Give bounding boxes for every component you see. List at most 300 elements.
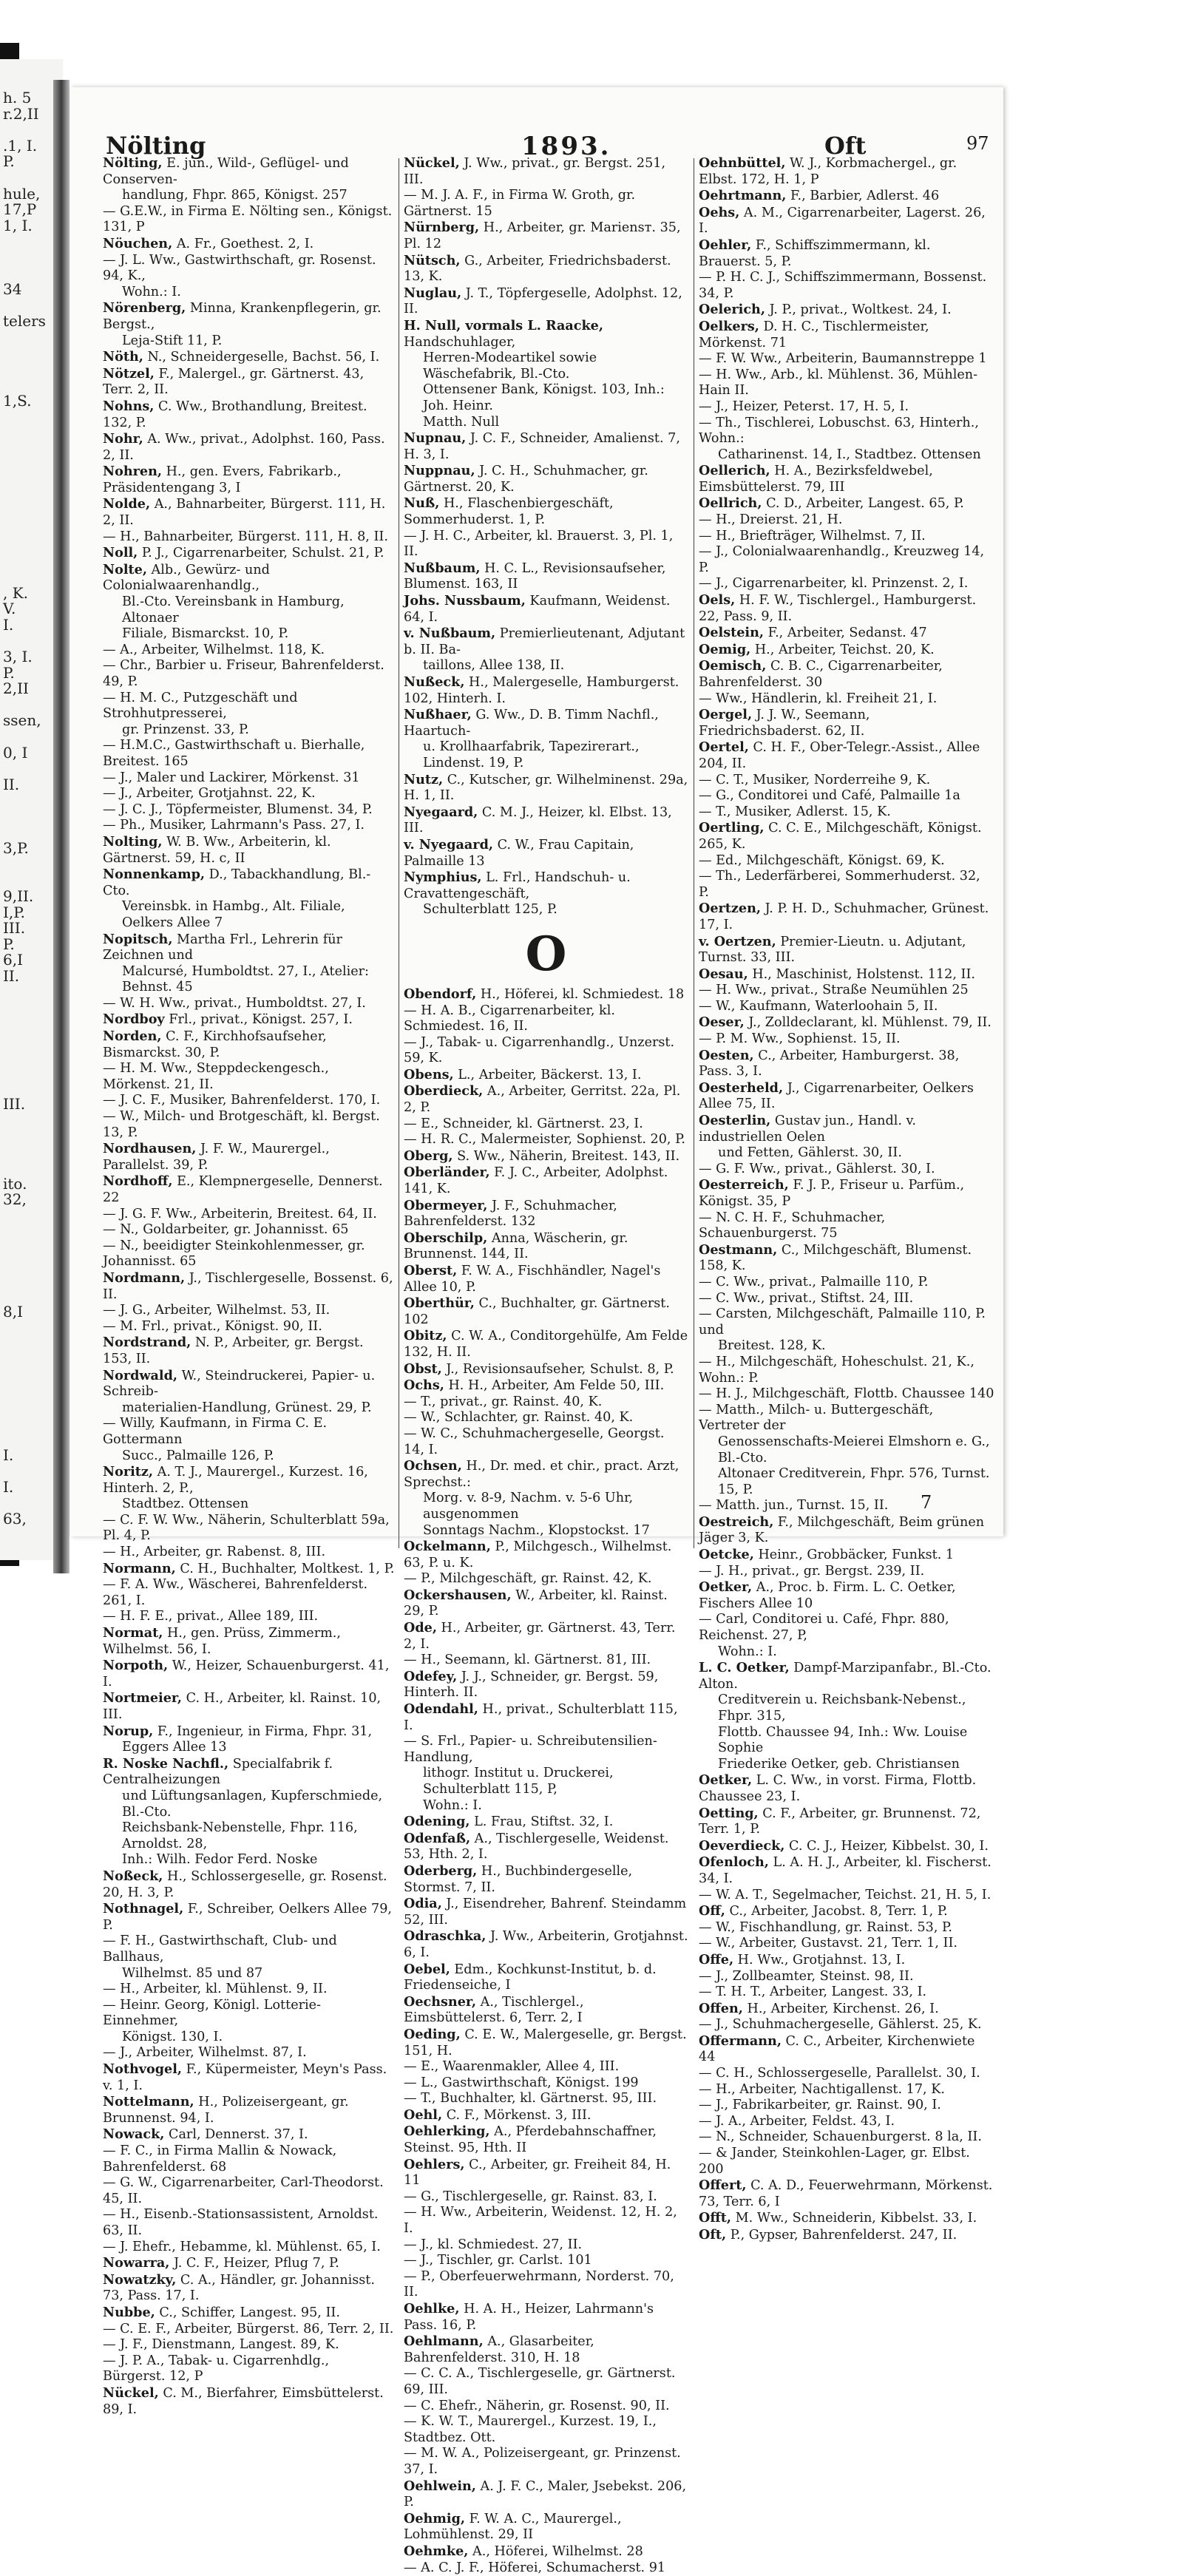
entry-details: — H., Dreierst. 21, H. <box>699 512 842 527</box>
entry-details: — H., Eisenb.-Stationsassistent, Arnoldst. 63, II. <box>103 2207 379 2238</box>
column-1 <box>103 155 395 1560</box>
facing-page-text: r.2,II <box>3 105 39 123</box>
entry-details: — Th., Lederfärberei, Sommerhuderst. 32, P. <box>699 869 980 900</box>
entry-surname: Oehler, <box>699 237 751 253</box>
entry-surname: Noritz, <box>103 1464 153 1479</box>
entry-surname: Nütsch, <box>404 253 461 268</box>
directory-entry <box>699 1014 994 1031</box>
entry-surname: Oehlmann, <box>404 2333 484 2349</box>
entry-surname: Nordstrand, <box>103 1335 191 1350</box>
entry-surname: Oehl, <box>404 2107 442 2123</box>
directory-entry <box>699 1903 994 1920</box>
entry-continuation: Malcursé, Humboldtst. 27, I., Atelier: Behnst. 45 <box>103 964 395 996</box>
entry-details: N., Schneidergeselle, Bachst. 56, I. <box>143 350 379 365</box>
directory-entry <box>404 495 688 528</box>
directory-entry <box>404 1035 688 1067</box>
entry-details: F. W. A., Fischhändler, Nagel's Allee 10, P. <box>404 1264 660 1295</box>
directory-entry <box>404 1132 688 1148</box>
entry-details: — P., Milchgeschäft, gr. Rainst. 42, K. <box>404 1571 651 1586</box>
entry-details: — C. C. A., Tischlergeselle, gr. Gärtnerst. 69, III. <box>404 2366 676 2397</box>
entry-details: L. C. Ww., in vorst. Firma, Flottb. Chaussee 23, I. <box>699 1773 976 1804</box>
directory-entry <box>699 1888 994 1904</box>
directory-entry <box>103 2240 395 2256</box>
entry-details: F., Arbeiter, Sedanst. 47 <box>764 626 927 640</box>
directory-entry <box>103 431 395 464</box>
directory-entry <box>699 1838 994 1855</box>
facing-page-text: .1, I. <box>3 137 37 155</box>
entry-details: Gustav jun., Handl. v. industriellen Oelen <box>699 1114 916 1145</box>
entry-surname: Oberländer, <box>404 1165 490 1180</box>
entry-details: J., Revisionsaufseher, Schulst. 8, P. <box>442 1362 674 1377</box>
entry-surname: Oertling, <box>699 820 765 835</box>
entry-surname: Oesterheld, <box>699 1080 783 1096</box>
directory-entry <box>699 853 994 870</box>
directory-entry <box>103 464 395 496</box>
directory-entry <box>404 2123 688 2156</box>
directory-entry <box>404 2414 688 2446</box>
entry-surname: Oebel, <box>404 1962 450 1977</box>
entry-details: J., Eisendreher, Bahrenf. Steindamm 52, III. <box>404 1897 686 1928</box>
directory-entry <box>103 1222 395 1238</box>
directory-entry <box>699 773 994 789</box>
directory-entry <box>699 1080 994 1113</box>
entry-details: — M. Frl., privat., Königst. 90, II. <box>103 1319 322 1334</box>
entry-details: — Carl, Conditorei u. Café, Fhpr. 880, Reichenst. 27, P, <box>699 1612 949 1643</box>
entry-surname: Obens, <box>404 1067 454 1082</box>
directory-entry <box>404 2091 688 2107</box>
directory-entry <box>404 804 688 837</box>
entry-details: L. Frl., Handschuh- u. Cravattengeschäft, <box>404 870 631 901</box>
entry-details: J. C. F., Schneider, Amalienst. 7, H. 3, I. <box>404 431 680 462</box>
entry-continuation: Catharinenst. 14, I., Stadtbez. Ottensen <box>699 447 994 464</box>
directory-entry <box>699 1113 994 1162</box>
directory-entry <box>404 2301 688 2333</box>
entry-details: — J. G. F. Ww., Arbeiterin, Breitest. 64, II. <box>103 1207 377 1221</box>
entry-continuation: Flottb. Chaussee 94, Inh.: Ww. Louise Sophie <box>699 1725 994 1757</box>
entry-details: — H. J., Milchgeschäft, Flottb. Chaussee 140 <box>699 1386 994 1401</box>
directory-entry <box>699 399 994 416</box>
directory-entry <box>404 463 688 495</box>
entry-surname: Offen, <box>699 2001 743 2016</box>
entry-continuation: handlung, Fhpr. 865, Königst. 257 <box>103 188 395 204</box>
entry-surname: Noßeck, <box>103 1868 163 1884</box>
entry-surname: Norpoth, <box>103 1658 168 1673</box>
entry-details: N. P., Arbeiter, gr. Bergst. 153, II. <box>103 1335 364 1366</box>
entry-details: — J. A., Arbeiter, Feldst. 43, I. <box>699 2114 895 2129</box>
directory-entry <box>404 2107 688 2124</box>
entry-surname: Oft, <box>699 2227 726 2243</box>
entry-details: A. T. J., Maurergel., Kurzest. 16, Hinterh. 2, P., <box>103 1465 368 1496</box>
entry-surname: Oderberg, <box>404 1863 477 1879</box>
entry-surname: Nolte, <box>103 562 147 577</box>
entry-details: A. M., Cigarrenarbeiter, Lagerst. 26, I. <box>699 206 986 237</box>
directory-entry <box>103 1238 395 1270</box>
entry-details: C. H., Buchhalter, Moltkest. 1, P. <box>176 1562 395 1576</box>
entry-details: C. W. A., Conditorgehülfe, Am Felde 132, H. II. <box>404 1329 688 1360</box>
entry-surname: Nohren, <box>103 464 162 479</box>
entry-surname: Ochsen, <box>404 1458 462 1474</box>
entry-surname: Oechsner, <box>404 1994 476 2010</box>
facing-page-text: 0, I <box>3 744 27 762</box>
directory-entry <box>699 351 994 367</box>
directory-entry <box>103 1270 395 1303</box>
entry-details: J. J. W., Seemann, Friedrichsbaderst. 62, II. <box>699 708 870 739</box>
entry-details: — N., beeidigter Steinkohlenmesser, gr. Johannisst. 65 <box>103 1238 365 1270</box>
facing-page-text: III. <box>3 919 25 937</box>
entry-details: H., Dr. med. et chir., pract. Arzt, Sprechst.: <box>404 1459 679 1490</box>
column-2 <box>404 155 688 1560</box>
entry-surname: Oelstein, <box>699 625 764 640</box>
entry-details: C. F., Arbeiter, gr. Brunnenst. 72, Terr. 1, P. <box>699 1806 980 1837</box>
entry-details: — J. F., Dienstmann, Langest. 89, K. <box>103 2337 339 2352</box>
directory-entry <box>404 870 688 918</box>
entry-details: D. H. C., Tischlermeister, Mörkenst. 71 <box>699 319 929 350</box>
entry-details: Heinr., Grobbäcker, Funkst. 1 <box>754 1548 954 1562</box>
directory-entry <box>699 2146 994 2177</box>
entry-surname: Norden, <box>103 1028 162 1044</box>
directory-entry <box>699 2066 994 2082</box>
entry-details: A., Glasarbeiter, Bahrenfelderst. 310, H. 18 <box>404 2334 594 2365</box>
entry-surname: Nolde, <box>103 496 150 512</box>
entry-surname: Offert, <box>699 2177 746 2193</box>
entry-details: Anna, Wäscherin, gr. Brunnenst. 144, II. <box>404 1231 628 1262</box>
entry-details: — J., Zollbeamter, Steinst. 98, II. <box>699 1969 914 1984</box>
entry-surname: Oertzen, <box>699 901 761 916</box>
directory-entry <box>404 1328 688 1360</box>
directory-entry <box>699 2001 994 2018</box>
entry-details: — C. F. W. Ww., Näherin, Schulterblatt 59a, Pl. 4, P. <box>103 1513 390 1544</box>
directory-entry <box>404 1587 688 1620</box>
entry-details: L. Frau, Stiftst. 32, I. <box>470 1814 614 1829</box>
entry-details: — E., Waarenmakler, Allee 4, III. <box>404 2059 619 2074</box>
entry-surname: Nohr, <box>103 431 143 447</box>
entry-details: — J. C. J., Töpfermeister, Blumenst. 34, P. <box>103 802 373 817</box>
directory-entry <box>103 1173 395 1206</box>
directory-entry <box>404 2189 688 2206</box>
entry-details: — H. M. C., Putzgeschäft und Strohhutpresserei, <box>103 691 298 722</box>
entry-details: — H. R. C., Malermeister, Sophienst. 20, P. <box>404 1132 685 1147</box>
directory-entry <box>103 236 395 253</box>
directory-entry <box>404 2237 688 2254</box>
facing-page-text: 2,II <box>3 679 29 697</box>
entry-details: H. C. L., Revisionsaufseher, Blumenst. 163, II <box>404 561 666 592</box>
entry-details: — G. F. Ww., privat., Gählerst. 30, I. <box>699 1162 935 1176</box>
directory-entry <box>404 2560 688 2576</box>
entry-details: — H. Ww., Arb., kl. Mühlenst. 36, Mühlen-Hain II. <box>699 367 977 399</box>
facing-page-text: 3, I. <box>3 648 33 665</box>
directory-entry <box>404 626 688 674</box>
entry-details: C. F., Kirchhofsaufseher, Bismarckst. 30, P. <box>103 1029 327 1060</box>
entry-details: A. J. F. C., Maler, Jsebekst. 206, P. <box>404 2479 686 2510</box>
entry-continuation: Wohn.: I. <box>699 1644 994 1661</box>
entry-details: A. Ww., privat., Adolphst. 160, Pass. 2, II. <box>103 432 385 463</box>
entry-details: H., Höferei, kl. Schmiedest. 18 <box>476 987 684 1002</box>
directory-entry <box>404 2511 688 2543</box>
entry-surname: Obst, <box>404 1361 442 1377</box>
entry-surname: Odening, <box>404 1814 470 1829</box>
entry-details: C. M., Bierfahrer, Eimsbüttelerst. 89, I. <box>103 2386 384 2417</box>
directory-entry <box>699 237 994 270</box>
directory-entry <box>103 932 395 996</box>
entry-surname: Oetker, <box>699 1772 752 1788</box>
entry-surname: Noll, <box>103 545 138 560</box>
entry-details: L. A. H. J., Arbeiter, kl. Fischerst. 34, I. <box>699 1855 992 1886</box>
entry-details: H., Flaschenbiergeschäft, Sommerhuderst. 1, P. <box>404 496 614 527</box>
facing-page-text: II. <box>3 776 19 793</box>
entry-surname: Oetcke, <box>699 1547 754 1562</box>
entry-surname: Oesterreich, <box>699 1177 789 1193</box>
directory-entry <box>404 560 688 593</box>
entry-surname: Oehnbüttel, <box>699 155 785 171</box>
directory-entry <box>103 1577 395 1609</box>
entry-continuation: Inh.: Wilh. Fedor Ferd. Noske <box>103 1852 395 1868</box>
directory-entry <box>699 188 994 205</box>
entry-continuation: Schulterblatt 125, P. <box>404 902 688 918</box>
directory-entry <box>699 869 994 901</box>
directory-entry <box>699 495 994 512</box>
directory-entry <box>699 592 994 625</box>
entry-continuation: Stadtbez. Ottensen <box>103 1497 395 1513</box>
entry-surname: Oestreich, <box>699 1514 773 1530</box>
entry-details: — H.M.C., Gastwirthschaft u. Bierhalle, Breitest. 165 <box>103 738 365 769</box>
directory-entry <box>699 1355 994 1386</box>
entry-details: — J., Heizer, Peterst. 17, H. 5, I. <box>699 399 909 414</box>
directory-entry <box>103 786 395 802</box>
facing-page-text: telers <box>3 312 46 330</box>
directory-entry <box>103 155 395 204</box>
directory-entry <box>699 1514 994 1547</box>
entry-details: C. W., Frau Capitain, Palmaille 13 <box>404 838 634 869</box>
facing-page-text: 34 <box>3 280 21 298</box>
entry-details: — E., Schneider, kl. Gärtnerst. 23, I. <box>404 1116 643 1131</box>
directory-entry <box>103 496 395 529</box>
entry-continuation: Altonaer Creditverein, Fhpr. 576, Turnst. 15, P. <box>699 1466 994 1498</box>
entry-details: A. Fr., Goethest. 2, I. <box>172 237 313 251</box>
entry-details: H., gen. Prüss, Zimmerm., Wilhelmst. 56, I. <box>103 1626 341 1657</box>
entry-details: Frl., privat., Königst. 257, I. <box>165 1012 353 1027</box>
directory-entry <box>103 1368 395 1417</box>
entry-details: — G., Tischlergeselle, gr. Rainst. 83, I. <box>404 2189 657 2204</box>
entry-details: — J. L. Ww., Gastwirthschaft, gr. Rosenst. 94, K., <box>103 253 376 284</box>
directory-entry <box>404 2205 688 2237</box>
entry-surname: Nörenberg, <box>103 300 186 316</box>
directory-entry <box>103 1868 395 1901</box>
directory-entry <box>404 188 688 220</box>
facing-page-text: V. <box>3 600 16 617</box>
directory-entry <box>699 576 994 592</box>
entry-details: — T., privat., gr. Rainst. 40, K. <box>404 1394 602 1409</box>
entry-details: F., Schreiber, Oelkers Allee 79, P. <box>103 1902 392 1933</box>
entry-details: — Carsten, Milchgeschäft, Palmaille 110, P. und <box>699 1306 986 1338</box>
entry-surname: Nymphius, <box>404 870 482 885</box>
entry-details: — C. E. F., Arbeiter, Bürgerst. 86, Terr. 2, II. <box>103 2322 393 2336</box>
entry-surname: Oergel, <box>699 707 752 722</box>
entry-details: C., Kutscher, gr. Wilhelminenst. 29a, H. 1, II. <box>404 773 688 804</box>
entry-surname: Obitz, <box>404 1328 447 1343</box>
entry-surname: Off, <box>699 1903 725 1919</box>
facing-page-text: 6,I <box>3 951 23 969</box>
entry-continuation: gr. Prinzenst. 33, P. <box>103 722 395 739</box>
directory-entry <box>404 2366 688 2398</box>
directory-entry <box>404 318 688 430</box>
entry-details: C., Milchgeschäft, Blumenst. 158, K. <box>699 1243 972 1274</box>
directory-entry <box>103 399 395 431</box>
entry-continuation: u. Krollhaarfabrik, Tapezirerart., Lindenst. 19, P. <box>404 739 688 771</box>
entry-details: P., Milchgesch., Wilhelmst. 63, P. u. K. <box>404 1539 671 1570</box>
directory-entry <box>404 707 688 771</box>
directory-entry <box>699 1242 994 1275</box>
directory-entry <box>404 1361 688 1378</box>
directory-entry <box>103 2094 395 2126</box>
directory-entry <box>404 1458 688 1539</box>
directory-entry <box>699 1806 994 1838</box>
directory-entry <box>699 270 994 302</box>
entry-surname: Nückel, <box>404 155 460 171</box>
page-number: 97 <box>966 133 989 154</box>
facing-page-text: III. <box>3 1095 25 1113</box>
entry-details: — J., Fabrikarbeiter, gr. Rainst. 90, I. <box>699 2098 941 2112</box>
entry-details: — J., Arbeiter, Grotjahnst. 22, K. <box>103 786 316 801</box>
entry-surname: Nußeck, <box>404 674 464 690</box>
directory-entry <box>699 2114 994 2130</box>
directory-entry <box>699 2033 994 2066</box>
entry-details: C. C. J., Heizer, Kibbelst. 30, I. <box>784 1839 989 1854</box>
entry-details: — G.E.W., in Firma E. Nölting sen., Königst. 131, P <box>103 204 392 235</box>
entry-continuation: Eggers Allee 13 <box>103 1740 395 1756</box>
entry-details: — H., Arbeiter, kl. Mühlenst. 9, II. <box>103 1982 328 1996</box>
directory-entry <box>103 529 395 546</box>
entry-continuation: Matth. Null <box>404 415 688 431</box>
entry-continuation: Herren-Modeartikel sowie Wäschefabrik, Bl.-Cto. <box>404 350 688 382</box>
directory-entry <box>103 1303 395 1319</box>
directory-entry <box>699 1306 994 1355</box>
entry-surname: Nortmeier, <box>103 1690 182 1706</box>
directory-entry <box>103 2175 395 2207</box>
directory-entry <box>404 2399 688 2415</box>
entry-details: C. C. E., Milchgeschäft, Königst. 265, K. <box>699 821 982 852</box>
column-3 <box>699 155 994 1560</box>
entry-details: J. Ww., Arbeiterin, Grotjahnst. 6, I. <box>404 1929 688 1960</box>
facing-page-text: P. <box>3 152 15 170</box>
entry-details: — Willy, Kaufmann, in Firma C. E. Gottermann <box>103 1416 327 1447</box>
directory-entry <box>404 1863 688 1896</box>
directory-entry <box>404 1814 688 1831</box>
entry-continuation: Breitest. 128, K. <box>699 1338 994 1355</box>
entry-details: — C. Ww., privat., Palmaille 110, P. <box>699 1275 928 1289</box>
entry-details: G., Arbeiter, Friedrichsbaderst. 13, K. <box>404 254 671 285</box>
entry-details: — N., Schneider, Schauenburgerst. 8 la, II. <box>699 2129 982 2144</box>
directory-entry <box>699 463 994 495</box>
entry-details: F., Barbier, Adlerst. 46 <box>786 189 939 203</box>
entry-details: M. Ww., Schneiderin, Kibbelst. 33, I. <box>731 2211 977 2226</box>
entry-details: F., Milchgeschäft, Beim grünen Jäger 3, K. <box>699 1515 984 1546</box>
directory-entry <box>699 2177 994 2210</box>
entry-details: Specialfabrik f. Centralheizungen <box>103 1757 333 1788</box>
entry-details: J. J., Schneider, gr. Bergst. 59, Hinterh. II. <box>404 1670 658 1701</box>
entry-details: — H., Arbeiter, Nachtigallenst. 17, K. <box>699 2082 945 2097</box>
entry-surname: Ode, <box>404 1620 437 1636</box>
entry-details: F., Schiffszimmermann, kl. Brauerst. 5, P. <box>699 238 931 269</box>
signature-mark: 7 <box>921 1492 932 1513</box>
directory-entry <box>404 220 688 252</box>
entry-details: W. B. Ww., Arbeiterin, kl. Gärtnerst. 59, H. c, II <box>103 835 331 866</box>
entry-surname: Nöth, <box>103 349 143 365</box>
directory-entry <box>699 1984 994 2001</box>
entry-surname: Oberg, <box>404 1148 453 1164</box>
entry-surname: Odraschka, <box>404 1928 486 1944</box>
directory-entry <box>699 820 994 853</box>
entry-details: — A. C. J. F., Höferei, Schumacherst. 91 <box>404 2560 665 2575</box>
entry-details: Minna, Krankenpflegerin, gr. Bergst., <box>103 301 382 332</box>
facing-page-text: 9,II. <box>3 887 33 905</box>
directory-entry <box>103 1416 395 1464</box>
directory-entry <box>404 1377 688 1394</box>
entry-details: C. H., Arbeiter, kl. Rainst. 10, III. <box>103 1691 381 1722</box>
entry-surname: Oehrtmann, <box>699 188 786 203</box>
entry-surname: Oehlerking, <box>404 2123 490 2139</box>
entry-details: D., Tabackhandlung, Bl.-Cto. <box>103 867 370 898</box>
entry-surname: Oehmig, <box>404 2511 465 2526</box>
directory-entry <box>103 643 395 659</box>
entry-details: H., gen. Evers, Fabrikarb., Präsidentengang 3, I <box>103 464 342 495</box>
entry-details: — C. H., Schlossergeselle, Parallelst. 30, I. <box>699 2066 980 2081</box>
directory-entry <box>699 2227 994 2244</box>
entry-surname: Nordmann, <box>103 1270 185 1286</box>
facing-page-text: , K. <box>3 584 28 602</box>
entry-surname: Ockershausen, <box>404 1587 512 1603</box>
entry-details: — J., kl. Schmiedest. 27, II. <box>404 2237 582 2252</box>
entry-continuation: Bl.-Cto. Vereinsbank in Hamburg, Altonaer <box>103 594 395 626</box>
entry-surname: Nubbe, <box>103 2305 155 2320</box>
directory-entry <box>404 285 688 318</box>
entry-surname: Nuppnau, <box>404 463 475 478</box>
directory-entry <box>103 2353 395 2385</box>
entry-surname: Nückel, <box>103 2385 159 2401</box>
directory-entry <box>699 804 994 821</box>
directory-entry <box>699 642 994 659</box>
entry-details: P. J., Cigarrenarbeiter, Schulst. 21, P. <box>138 546 384 560</box>
header-year: 1893. <box>521 132 611 161</box>
entry-surname: Oetker, <box>699 1579 752 1595</box>
entry-details: C. M. J., Heizer, kl. Elbst. 13, III. <box>404 805 672 836</box>
entry-details: — N., Goldarbeiter, gr. Johannisst. 65 <box>103 1222 349 1237</box>
entry-surname: Oellerich, <box>699 463 770 478</box>
entry-surname: Oels, <box>699 592 735 608</box>
entry-surname: Nordboy <box>103 1011 165 1027</box>
entry-details: J. F. W., Maurergel., Parallelst. 39, P. <box>103 1142 330 1173</box>
facing-page-text: 3,P. <box>3 839 29 857</box>
entry-details: — P. M. Ww., Sophienst. 15, II. <box>699 1031 901 1046</box>
entry-details: J. T., Töpfergeselle, Adolphst. 12, II. <box>404 286 682 317</box>
entry-surname: Oelerich, <box>699 302 765 317</box>
facing-page-text: 1,S. <box>3 392 31 410</box>
entry-surname: Nußbaum, <box>404 560 480 576</box>
directory-entry <box>699 302 994 319</box>
entry-details: — H. F. E., privat., Allee 189, III. <box>103 1609 318 1624</box>
directory-entry <box>699 1969 994 1985</box>
entry-continuation: Ottensener Bank, Königst. 103, Inh.: Joh. Heinr. <box>404 382 688 414</box>
directory-entry <box>699 2082 994 2098</box>
directory-entry <box>103 253 395 301</box>
entry-details: J., Cigarrenarbeiter, Oelkers Allee 75, II. <box>699 1081 974 1112</box>
entry-details: Dampf-Marzipanfabr., Bl.-Cto. Alton. <box>699 1661 992 1692</box>
directory-entry <box>103 1093 395 1109</box>
entry-details: H. A. H., Heizer, Lahrmann's Pass. 16, P. <box>404 2302 654 2333</box>
directory-entry <box>699 658 994 691</box>
entry-surname: Ockelmann, <box>404 1539 491 1554</box>
entry-details: F. J. P., Friseur u. Parfüm., Königst. 35, P <box>699 1178 964 1209</box>
facing-page-text: I,P. <box>3 904 25 921</box>
